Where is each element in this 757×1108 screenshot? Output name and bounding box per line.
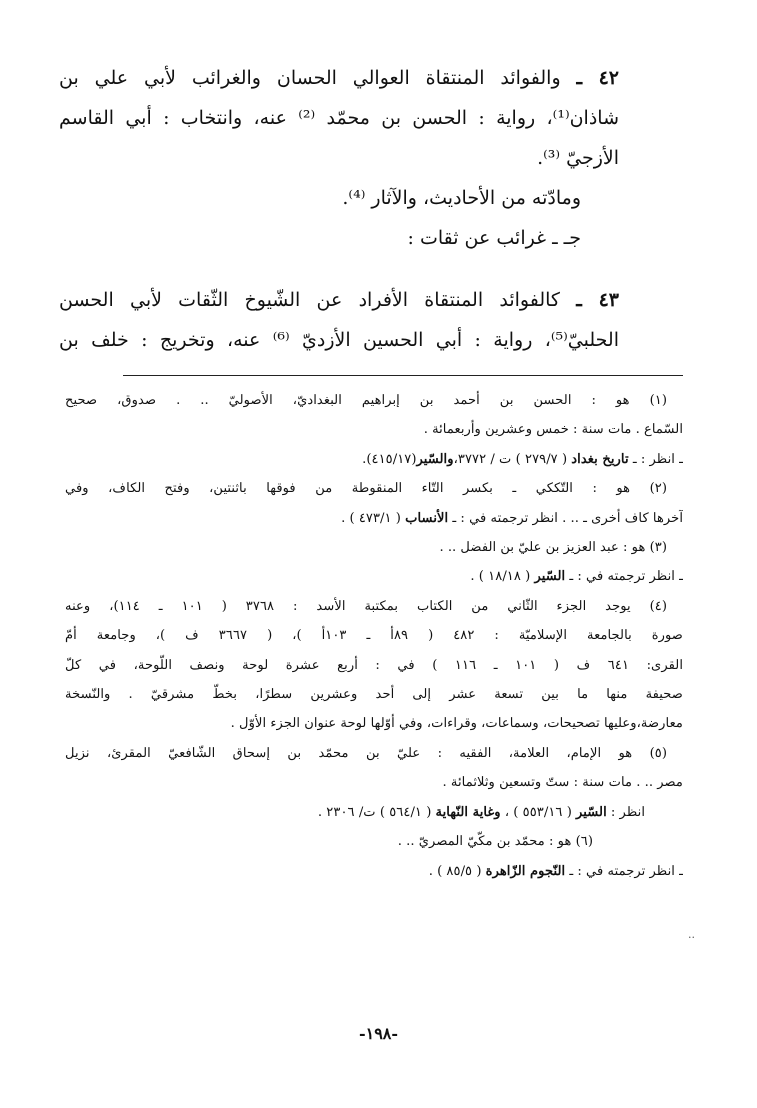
book-title: النّجوم الزّاهرة bbox=[485, 863, 566, 879]
entry-42-line-1: ٤٢ ـ والفوائد المنتقاة العوالي الحسان والغرائب لأبي علي بن bbox=[59, 67, 619, 89]
entry-43-line-2: الحلبيّ⁽⁵⁾، رواية : أبي الحسين الأزديّ ⁽⁶⁾ عنه، وتخريج : خلف بن bbox=[59, 329, 619, 351]
footnote-3: (٣) هو : عبد العزيز بن عليّ بن الفضل .. . bbox=[439, 540, 667, 556]
entry-43-line-1: ٤٣ ـ كالفوائد المنتقاة الأفراد عن الشّيوخ الثّقات لأبي الحسن bbox=[59, 289, 619, 311]
book-title: تاريخ بغداد bbox=[571, 451, 629, 467]
book-title: الأنساب bbox=[405, 510, 449, 526]
footnote-1-refs: ـ انظر : ـ تاريخ بغداد ( ٢٧٩/٧ ) ت / ٣٧٧٢،والسّير(٤١٥/١٧). bbox=[362, 451, 683, 467]
book-title: وغاية النّهاية bbox=[435, 804, 501, 820]
footnote-4-cont: صحيفة منها ما بين تسعة عشر إلى أحد وعشرين سطرًا، بخطّ مشرقيّ . والنّسخة bbox=[65, 687, 683, 703]
footnote-2: (٢) هو : التّككي ـ بكسر التّاء المنقوطة من فوقها باثنتين، وفتح الكاف، وفي bbox=[65, 481, 667, 497]
footnote-5: (٥) هو الإمام، العلامة، الفقيه : عليّ بن محمّد بن إسحاق الشّافعيّ المقرئ، نزيل bbox=[65, 745, 667, 761]
margin-speck: .. bbox=[688, 928, 695, 941]
footnote-2-refs: آخرها كاف أخرى ـ .. . انظر ترجمته في : ـ الأنساب ( ٤٧٣/١ ) . bbox=[341, 510, 683, 526]
entry-43 bbox=[59, 280, 619, 360]
footnote-3-refs: ـ انظر ترجمته في : ـ السّير ( ١٨/١٨ ) . bbox=[470, 569, 683, 585]
footnote-5-refs: انظر : السّير ( ٥٥٣/١٦ ) ، وغاية النّهاية ( ٥٦٤/١ ) ت/ ٢٣٠٦ . bbox=[317, 804, 645, 820]
book-title: السّير bbox=[534, 569, 566, 585]
footnote-6-refs: ـ انظر ترجمته في : ـ النّجوم الزّاهرة ( ٨٥/٥ ) . bbox=[428, 863, 683, 879]
footnote-1: (١) هو : الحسن بن أحمد بن إبراهيم البغداديّ، الأصوليّ .. . صدوق، صحيح bbox=[65, 393, 667, 408]
footnotes bbox=[65, 386, 683, 886]
footnote-6: (٦) هو : محمّد بن مكّيّ المصريّ .. . bbox=[397, 834, 593, 850]
entry-42 bbox=[59, 58, 619, 258]
entry-42-number: ٤٢ ـ bbox=[576, 67, 619, 89]
footnote-5-cont: مصر .. . مات سنة : ستّ وتسعين وثلاثمائة . bbox=[442, 775, 683, 791]
footnote-4-cont: معارضة،وعليها تصحيحات، وسماعات، وقراءات، وفي أوّلها لوحة عنوان الجزء الأوّل . bbox=[230, 716, 683, 732]
section-heading-jeem: جـ ـ غرائب عن ثقات : bbox=[407, 227, 581, 249]
book-title: السّير bbox=[576, 804, 607, 820]
footnote-divider bbox=[123, 375, 683, 376]
page-number: -١٩٨- bbox=[358, 1024, 399, 1043]
footnote-1-cont: السّماع . مات سنة : خمس وعشرين وأربعمائة . bbox=[423, 422, 683, 438]
footnote-4-cont: صورة بالجامعة الإسلاميّة : ٤٨٢ ( ٨٩أ ـ ١٠٣أ )، ( ٣٦٦٧ ف )، وجامعة أمّ bbox=[65, 628, 683, 644]
entry-42-line-2: شاذان⁽¹⁾، رواية : الحسن بن محمّد ⁽²⁾ عنه، وانتخاب : أبي القاسم bbox=[59, 107, 620, 129]
book-title: والسّير bbox=[416, 451, 454, 467]
entry-43-number: ٤٣ ـ bbox=[576, 289, 619, 311]
footnote-4-cont: القرى: ٦٤١ ف ( ١٠١ ـ ١١٦ ) في : أربع عشرة لوحة ونصف اللّوحة، في كلّ bbox=[65, 657, 683, 673]
entry-42-line-3: الأزجيّ ⁽³⁾. bbox=[537, 147, 619, 169]
footnote-4: (٤) يوجد الجزء الثّاني من الكتاب بمكتبة الأسد : ٣٧٦٨ ( ١٠١ ـ ١١٤)، وعنه bbox=[65, 598, 668, 614]
entry-42-line-4: ومادّته من الأحاديث، والآثار ⁽⁴⁾. bbox=[342, 187, 581, 209]
